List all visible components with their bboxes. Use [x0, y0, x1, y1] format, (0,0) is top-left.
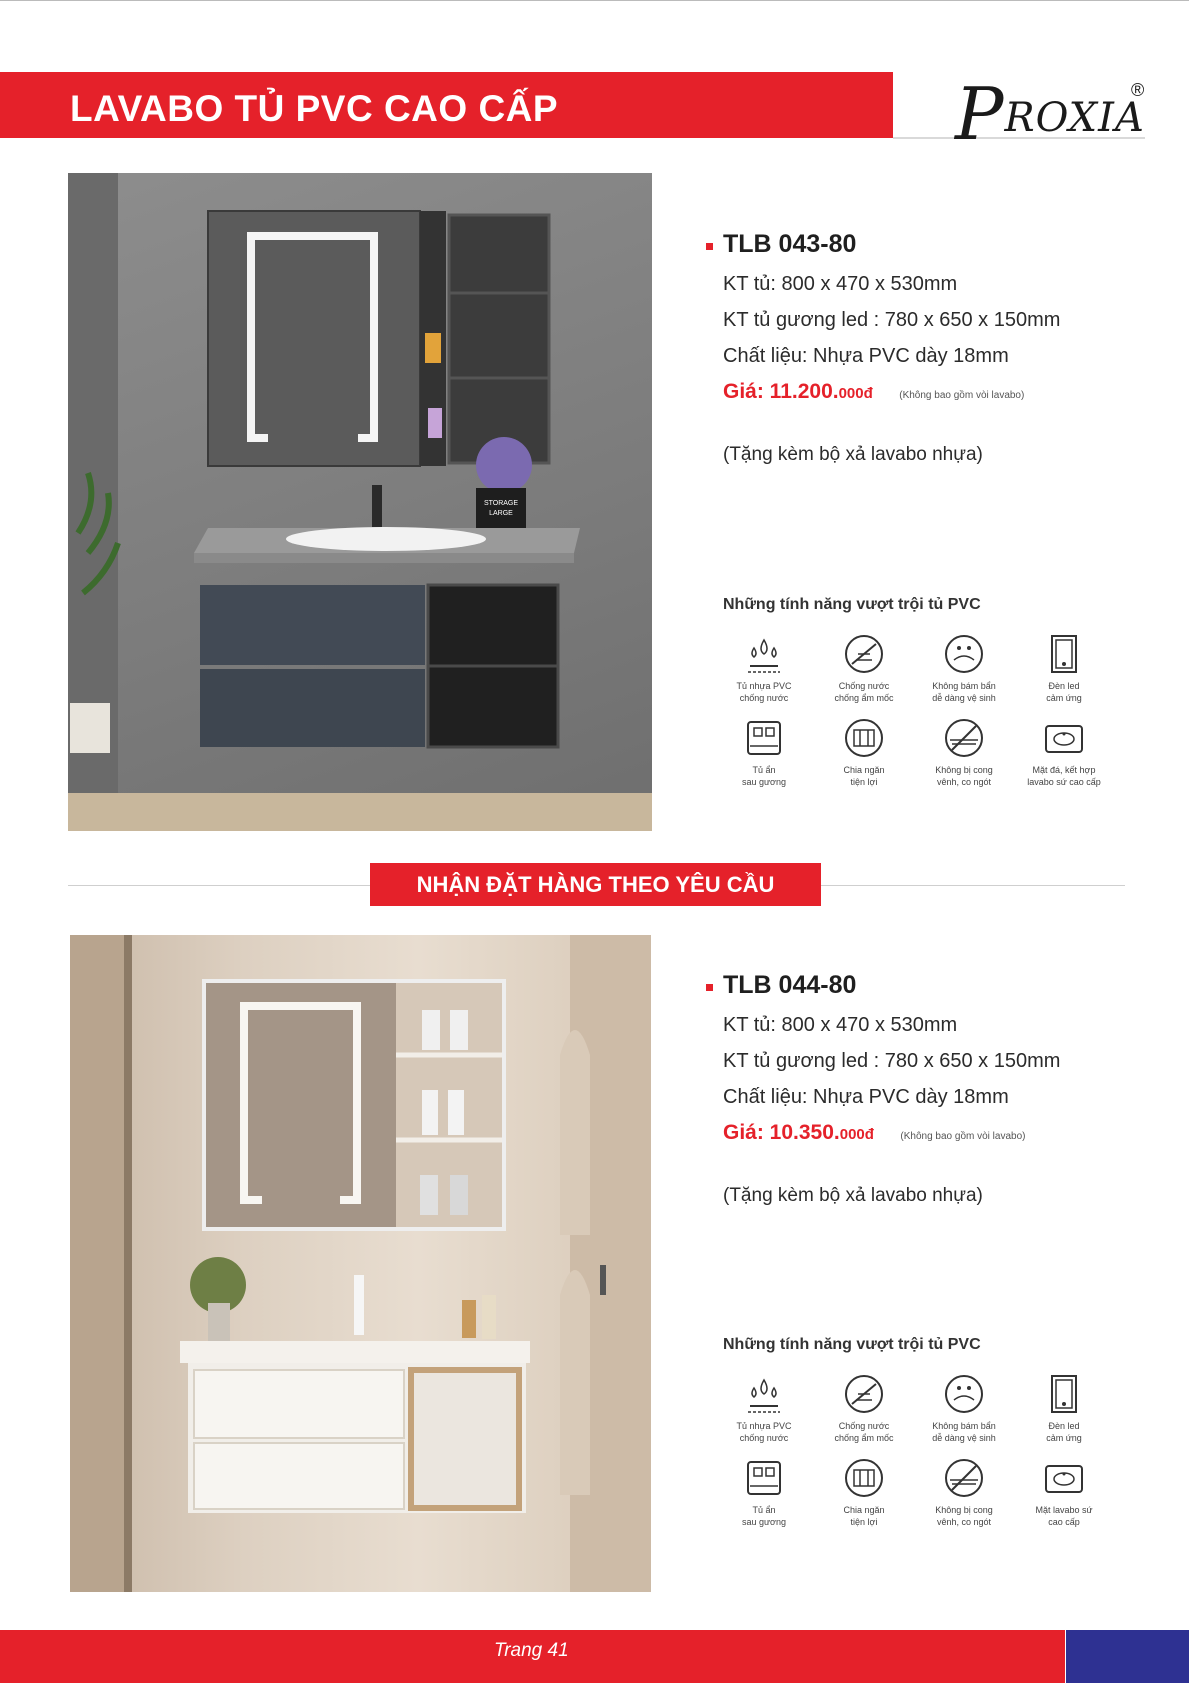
product-photo-tlb043	[68, 173, 652, 831]
spec-material: Chất liệu: Nhựa PVC dày 18mm	[723, 345, 1009, 367]
clean-surface-icon	[942, 1372, 986, 1416]
divider-right	[821, 885, 1125, 886]
brand-rest: ROXIA	[1004, 95, 1145, 141]
feature-item	[1014, 1372, 1114, 1444]
feature-label: Tủ nhựa PVC	[736, 681, 792, 691]
feature-item	[714, 716, 814, 788]
feature-label: Không bị cong	[935, 765, 993, 775]
feature-label: Tủ nhựa PVC	[736, 1421, 792, 1431]
top-border	[0, 0, 1189, 1]
water-drops-icon	[742, 632, 786, 676]
touch-led-icon	[1042, 1372, 1086, 1416]
feature-label: Đèn led	[1048, 681, 1080, 691]
feature-item	[914, 632, 1014, 704]
feature-item	[1014, 632, 1114, 704]
clean-surface-icon	[942, 632, 986, 676]
large-label: LARGE	[489, 510, 513, 517]
feature-label: tiện lợi	[850, 777, 878, 787]
feature-item	[814, 1456, 914, 1528]
feature-label: chống nước	[739, 693, 789, 703]
divider-left	[68, 885, 370, 886]
brand-registered: ®	[1131, 80, 1145, 100]
price-row	[723, 374, 1060, 410]
feature-item	[1014, 1456, 1114, 1528]
water-drops-icon	[742, 1372, 786, 1416]
feature-label: chống ẩm mốc	[834, 1433, 894, 1443]
feature-label: chống nước	[739, 1433, 789, 1443]
feature-label: Chống nước	[838, 1421, 890, 1431]
feature-item	[714, 632, 814, 704]
storage-label: STORAGE	[483, 500, 519, 507]
feature-label: cảm ứng	[1046, 1433, 1082, 1443]
price-row	[723, 1115, 1060, 1151]
feature-label: sau gương	[742, 1517, 786, 1527]
order-banner: NHẬN ĐẶT HÀNG THEO YÊU CẦU	[370, 863, 821, 906]
price-value: Giá: 11.200.	[723, 380, 839, 403]
anti-moisture-icon	[842, 632, 886, 676]
product-photo-tlb044	[70, 935, 651, 1592]
feature-item	[714, 1372, 814, 1444]
feature-item	[914, 1372, 1014, 1444]
feature-label: Đèn led	[1048, 1421, 1080, 1431]
feature-label: cao cấp	[1048, 1517, 1080, 1527]
feature-label: Tủ ẩn	[752, 1505, 776, 1515]
feature-label: Chia ngăn	[843, 1505, 885, 1515]
gift-note: (Tặng kèm bộ xả lavabo nhựa)	[723, 1185, 983, 1206]
touch-led-icon	[1042, 632, 1086, 676]
feature-item	[1014, 716, 1114, 788]
vanity-dark-illustration	[68, 173, 652, 831]
feature-label: Không bám bẩn	[932, 681, 996, 691]
spec-cabinet-size: KT tủ: 800 x 470 x 530mm	[723, 1014, 958, 1036]
features-grid	[714, 632, 1114, 788]
feature-item	[814, 632, 914, 704]
hidden-storage-icon	[742, 716, 786, 760]
feature-label: cảm ứng	[1046, 693, 1082, 703]
price-note: (Không bao gồm vòi lavabo)	[899, 390, 1025, 401]
spec-mirror-size: KT tủ gương led : 780 x 650 x 150mm	[723, 309, 1061, 331]
feature-item	[914, 716, 1014, 788]
hidden-storage-icon	[742, 1456, 786, 1500]
feature-label: Tủ ẩn	[752, 765, 776, 775]
spec-cabinet-size: KT tủ: 800 x 470 x 530mm	[723, 273, 958, 295]
brand-logo	[955, 44, 1155, 156]
price-value: Giá: 10.350.	[723, 1121, 840, 1144]
brand-initial: P	[955, 72, 1005, 156]
feature-label: vênh, co ngót	[936, 777, 992, 787]
feature-label: Không bám bẩn	[932, 1421, 996, 1431]
feature-label: tiện lợi	[850, 1517, 878, 1527]
feature-label: Mặt đá, kết hợp	[1032, 765, 1096, 775]
price-note: (Không bao gồm vòi lavabo)	[900, 1131, 1026, 1142]
feature-item	[914, 1456, 1014, 1528]
feature-label: dễ dàng vệ sinh	[932, 693, 996, 703]
feature-label: sau gương	[742, 777, 786, 787]
no-warp-icon	[942, 1456, 986, 1500]
anti-moisture-icon	[842, 1372, 886, 1416]
product-code: TLB 044-80	[706, 971, 1060, 1007]
vanity-light-illustration	[70, 935, 651, 1592]
features-title: Những tính năng vượt trội tủ PVC	[723, 596, 981, 613]
page-number: Trang 41	[494, 1640, 569, 1661]
compartments-icon	[842, 716, 886, 760]
feature-label: Không bị cong	[935, 1505, 993, 1515]
product-info-tlb043	[706, 230, 1060, 466]
feature-label: vênh, co ngót	[936, 1517, 992, 1527]
ceramic-sink-icon	[1042, 1456, 1086, 1500]
footer-accent	[1066, 1630, 1189, 1683]
features-title: Những tính năng vượt trội tủ PVC	[723, 1336, 981, 1353]
price-unit: 000đ	[839, 1126, 874, 1143]
product-code: TLB 043-80	[706, 230, 1060, 266]
feature-label: dễ dàng vệ sinh	[932, 1433, 996, 1443]
gift-note: (Tặng kèm bộ xả lavabo nhựa)	[723, 444, 983, 465]
feature-item	[714, 1456, 814, 1528]
feature-label: chống ẩm mốc	[834, 693, 894, 703]
feature-item	[814, 1372, 914, 1444]
product-info-tlb044	[706, 971, 1060, 1207]
page-title: LAVABO TỦ PVC CAO CẤP	[70, 88, 559, 129]
compartments-icon	[842, 1456, 886, 1500]
feature-item	[814, 716, 914, 788]
spec-mirror-size: KT tủ gương led : 780 x 650 x 150mm	[723, 1050, 1061, 1072]
features-grid	[714, 1372, 1114, 1528]
feature-label: Chia ngăn	[843, 765, 885, 775]
feature-label: Chống nước	[838, 681, 890, 691]
price-unit: 000đ	[838, 385, 873, 402]
no-warp-icon	[942, 716, 986, 760]
spec-material: Chất liệu: Nhựa PVC dày 18mm	[723, 1086, 1009, 1108]
stone-top-icon	[1042, 716, 1086, 760]
feature-label: lavabo sứ cao cấp	[1027, 777, 1101, 787]
feature-label: Mặt lavabo sứ	[1035, 1505, 1093, 1515]
